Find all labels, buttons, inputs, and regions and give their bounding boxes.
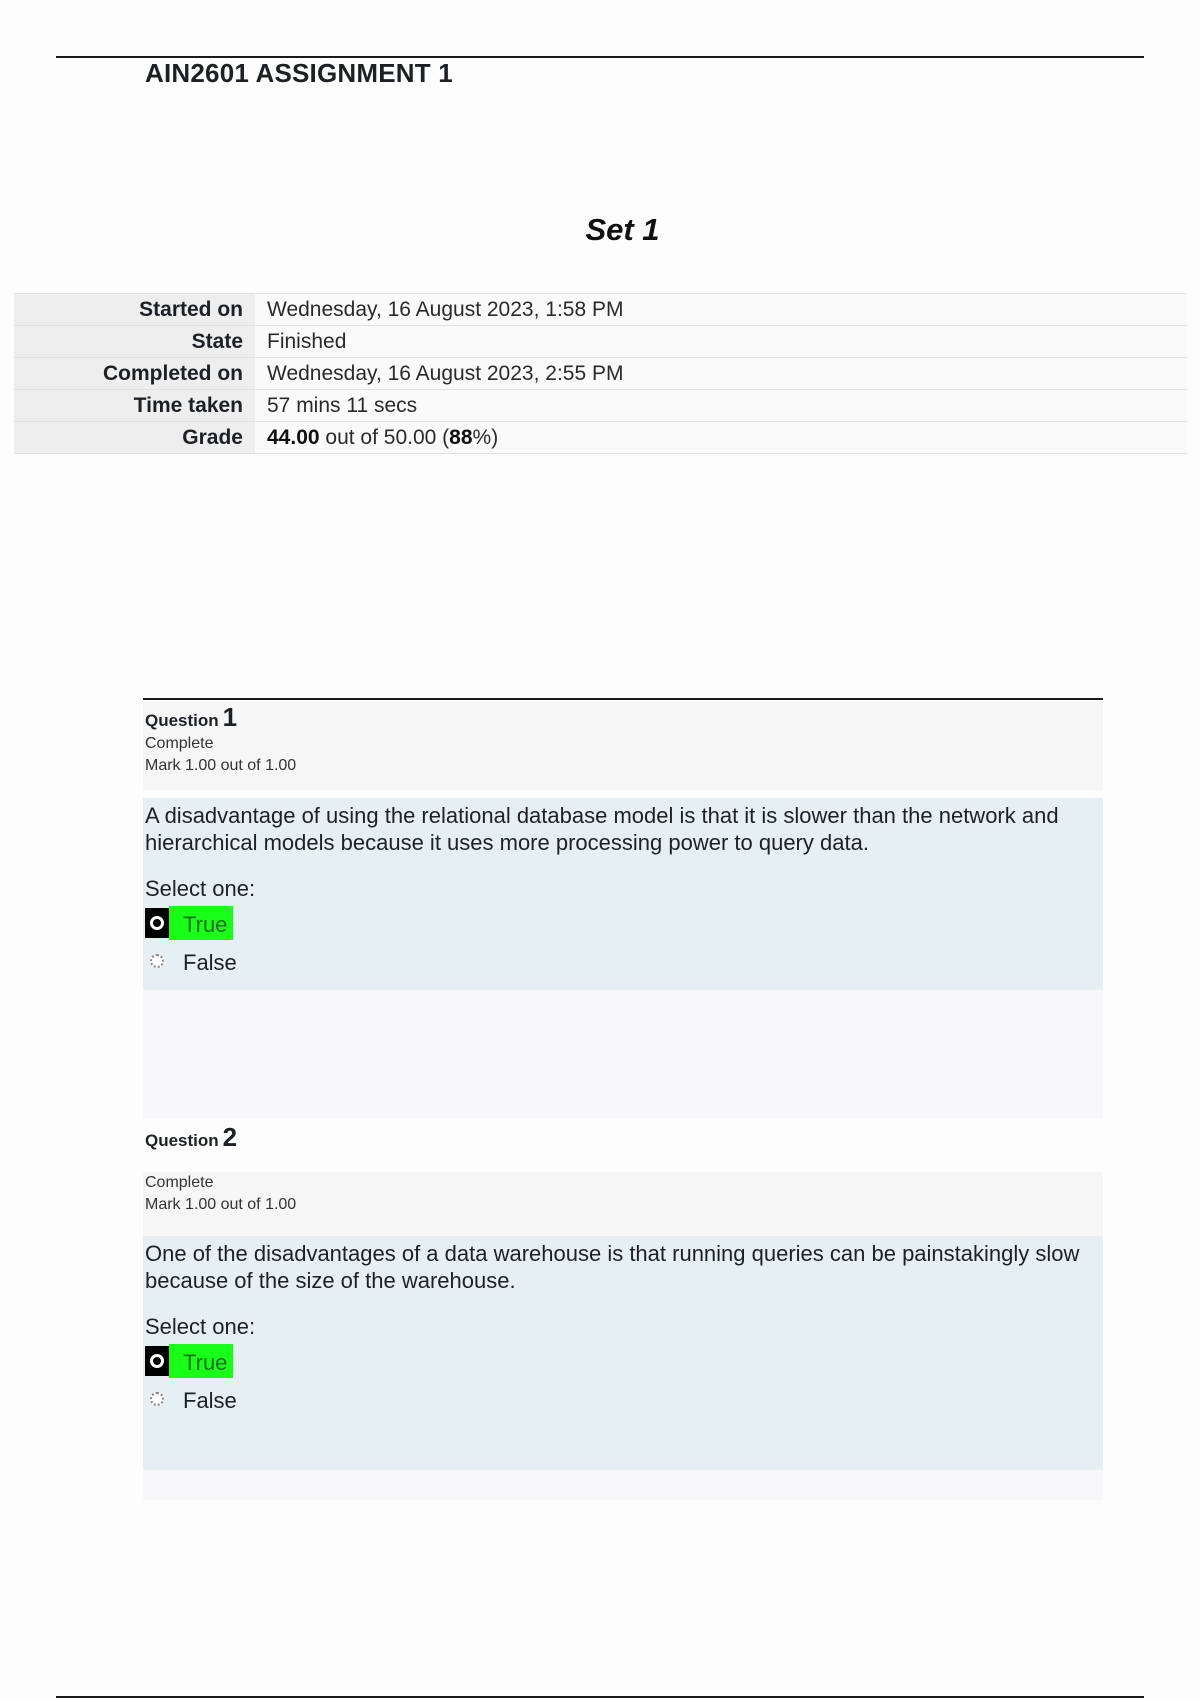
grade-value xyxy=(255,422,1187,454)
summary-value: Wednesday, 16 August 2023, 1:58 PM xyxy=(255,294,1187,326)
question-label: Question xyxy=(145,711,219,730)
question-label: Question xyxy=(145,1131,219,1150)
summary-label: Time taken xyxy=(14,390,255,422)
question-2-info xyxy=(143,1172,1103,1236)
question-text: One of the disadvantages of a data warehouse is that running queries can be painstakingly slow because of the size of the warehouse. xyxy=(145,1241,1080,1293)
summary-label: State xyxy=(14,326,255,358)
summary-value: 57 mins 11 secs xyxy=(255,390,1187,422)
option-label: False xyxy=(183,950,237,975)
radio-selected-icon[interactable] xyxy=(145,1346,169,1376)
option-false[interactable] xyxy=(145,1382,1101,1416)
question-num: 1 xyxy=(222,702,238,732)
question-mark: Mark 1.00 out of 1.00 xyxy=(145,757,297,774)
question-number xyxy=(145,1122,1103,1153)
question-state: Complete xyxy=(145,1174,214,1191)
option-true[interactable] xyxy=(145,1344,1101,1378)
bottom-rule xyxy=(56,1696,1144,1698)
grade-score: 44.00 xyxy=(267,425,320,449)
question-2-heading xyxy=(143,1122,1103,1172)
grade-pct-suffix: %) xyxy=(472,425,499,449)
question-1-info xyxy=(143,702,1103,790)
question-2-spacer xyxy=(143,1470,1103,1500)
grade-percent: 88 xyxy=(449,425,473,449)
set-title: Set 1 xyxy=(585,212,660,247)
question-text: A disadvantage of using the relational database model is that it is slower than the network and hierarchical models because it uses more processing power to query data. xyxy=(145,803,1059,855)
summary-row-completed xyxy=(14,358,1187,390)
question-mark: Mark 1.00 out of 1.00 xyxy=(145,1196,297,1213)
radio-unselected-icon[interactable] xyxy=(145,946,169,976)
summary-label: Started on xyxy=(14,294,255,326)
radio-selected-icon[interactable] xyxy=(145,908,169,938)
summary-label: Grade xyxy=(14,422,255,454)
question-number xyxy=(145,702,1103,733)
summary-row-started xyxy=(14,294,1187,326)
summary-label: Completed on xyxy=(14,358,255,390)
summary-value: Wednesday, 16 August 2023, 2:55 PM xyxy=(255,358,1187,390)
option-label: True xyxy=(169,906,233,940)
question-1-spacer xyxy=(143,990,1103,1118)
summary-row-grade xyxy=(14,422,1187,454)
select-one-prompt: Select one: xyxy=(145,876,256,901)
radio-unselected-icon[interactable] xyxy=(145,1384,169,1414)
question-state: Complete xyxy=(145,735,214,752)
option-true[interactable] xyxy=(145,906,1101,940)
summary-value: Finished xyxy=(255,326,1187,358)
questions-rule xyxy=(143,698,1103,700)
option-label: False xyxy=(183,1388,237,1413)
summary-row-time-taken xyxy=(14,390,1187,422)
question-2-content xyxy=(143,1236,1103,1470)
select-one-prompt: Select one: xyxy=(145,1314,256,1339)
summary-row-state xyxy=(14,326,1187,358)
document-title: AIN2601 ASSIGNMENT 1 xyxy=(145,58,453,88)
attempt-summary-table xyxy=(14,293,1187,454)
question-num: 2 xyxy=(222,1122,238,1152)
option-false[interactable] xyxy=(145,944,1101,978)
grade-out-of: out of 50.00 ( xyxy=(319,425,450,449)
question-1-content xyxy=(143,798,1103,990)
option-label: True xyxy=(169,1344,233,1378)
